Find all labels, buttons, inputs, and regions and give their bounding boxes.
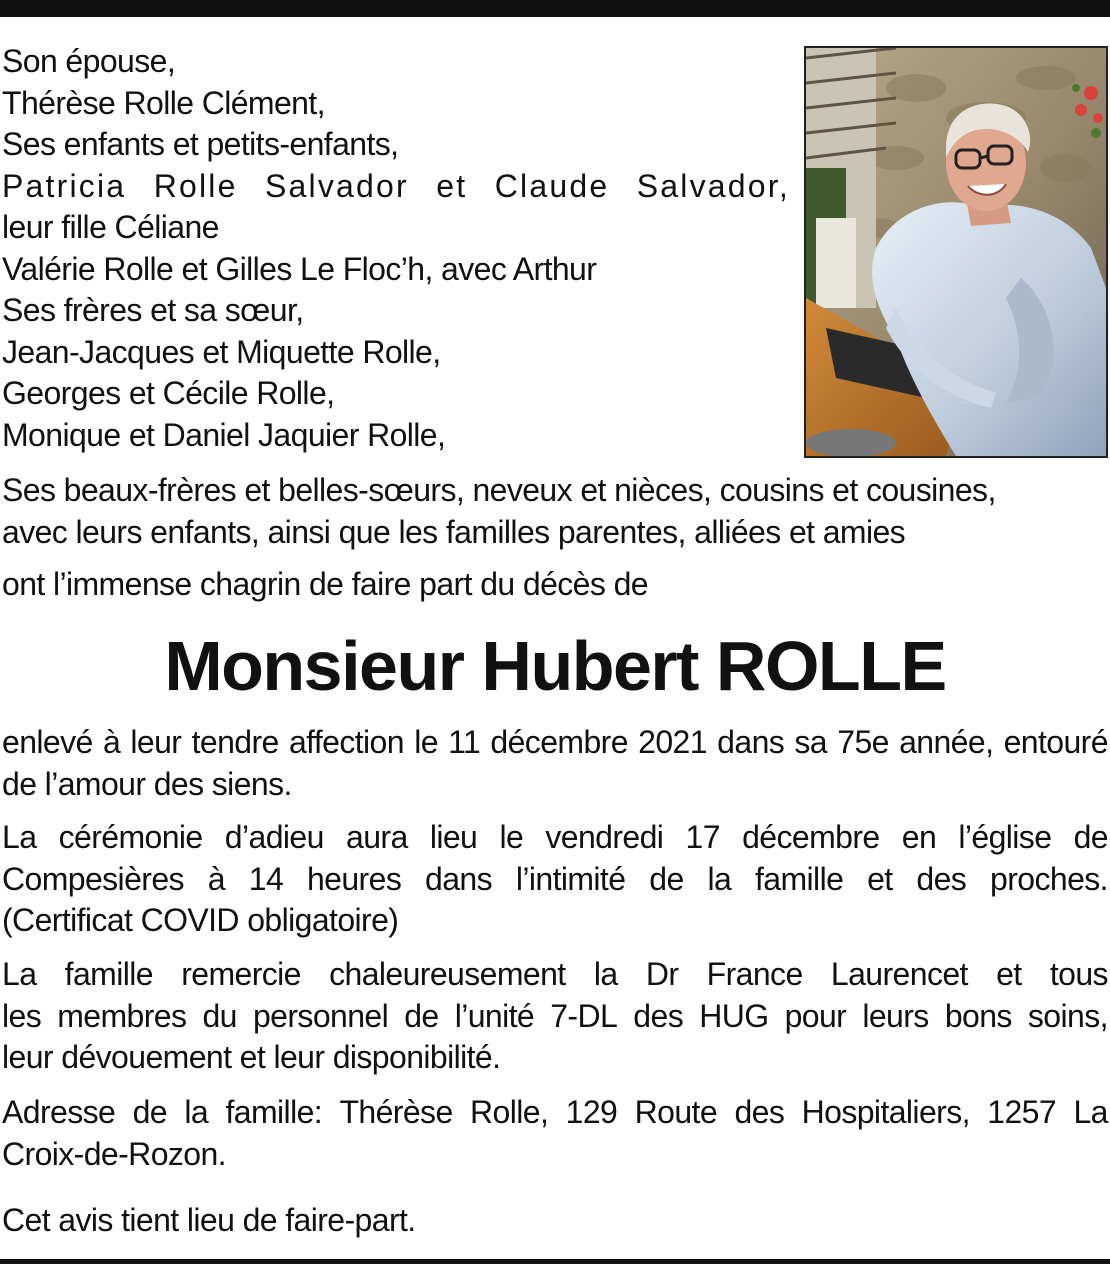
word: Dr: [645, 956, 679, 992]
word: personnel: [252, 997, 389, 1034]
thanks-line: [2, 954, 1108, 996]
word: pour: [784, 997, 847, 1034]
passing-paragraph: [2, 722, 1108, 805]
word: des: [633, 997, 684, 1034]
word: et: [436, 167, 468, 204]
word: 17: [685, 819, 720, 855]
word: La: [2, 956, 37, 992]
word: dans: [717, 724, 785, 760]
family-line: Thérèse Rolle Clément,: [2, 84, 325, 121]
word: vendredi: [545, 819, 664, 855]
top-rule: [0, 0, 1110, 17]
word: affection: [288, 724, 404, 760]
word: famille: [755, 860, 844, 897]
word: 7-DL: [550, 997, 618, 1034]
family-line: Ses frères et sa sœur,: [2, 292, 304, 328]
word: membres: [57, 997, 187, 1034]
word: la: [707, 860, 732, 897]
word: Route: [634, 1094, 718, 1130]
family-list: [2, 41, 792, 456]
word: tous: [1049, 956, 1108, 992]
family-line: Jean-Jacques et Miquette Rolle,: [2, 333, 441, 370]
word: en: [901, 819, 937, 855]
announcement: ont l’immense chagrin de faire part du décès de: [2, 566, 648, 602]
word: bons: [944, 997, 1012, 1034]
word: et: [996, 956, 1022, 992]
word: dans: [425, 860, 493, 897]
word: le: [499, 819, 524, 855]
word: La: [2, 819, 37, 855]
word: Salvador,: [636, 167, 790, 204]
word: décembre: [742, 819, 880, 855]
word: famille: [64, 956, 153, 992]
word: la: [593, 956, 618, 992]
address-paragraph: [2, 1092, 1108, 1175]
word: 2021: [638, 724, 707, 760]
word: HUG: [699, 997, 769, 1034]
word: à: [102, 724, 121, 760]
relatives-line: Ses beaux-frères et belles-sœurs, neveux et nièces, cousins et cousines,: [2, 472, 996, 508]
word: Laurencet: [830, 956, 968, 992]
word: le: [414, 724, 438, 760]
family-line: Son épouse,: [2, 43, 176, 79]
word: 75e: [837, 724, 889, 760]
word: Hospitaliers,: [801, 1094, 970, 1130]
word: Patricia: [2, 167, 127, 204]
word: de: [1073, 819, 1108, 855]
word: de: [132, 1094, 167, 1130]
word: des: [916, 860, 967, 897]
word: Compesières: [2, 860, 184, 897]
word: les: [2, 997, 42, 1034]
ceremony-line: [2, 817, 1108, 859]
closing-note: Cet avis tient lieu de faire-part.: [2, 1202, 416, 1238]
word: proches.: [990, 860, 1108, 897]
word: année,: [899, 724, 994, 760]
word: 14: [248, 860, 284, 897]
word: et: [867, 860, 893, 897]
relatives-paragraph: [2, 470, 1108, 553]
word: 129: [565, 1094, 618, 1130]
word: France: [706, 956, 803, 992]
word: leurs: [862, 997, 929, 1034]
word: Claude: [494, 167, 610, 204]
relatives-line: avec leurs enfants, ainsi que les familles parentes, alliées et amies: [2, 513, 906, 550]
word: Rolle,: [470, 1094, 549, 1130]
family-line: Valérie Rolle et Gilles Le Floc’h, avec Arthur: [2, 250, 597, 287]
thanks-line: leur dévouement et leur disponibilité.: [2, 1039, 501, 1075]
word: famille:: [225, 1094, 323, 1130]
word: Adresse: [2, 1094, 116, 1130]
word: Rolle: [153, 167, 238, 204]
family-line-justified: [2, 166, 790, 208]
word: d’adieu: [224, 819, 324, 855]
word: Thérèse: [339, 1094, 453, 1130]
word: l’unité: [454, 997, 535, 1034]
word: entouré: [1003, 724, 1108, 760]
family-line: Ses enfants et petits-enfants,: [2, 126, 399, 162]
word: 1257: [987, 1094, 1057, 1130]
word: l’intimité: [515, 860, 626, 897]
thanks-paragraph: [2, 954, 1108, 1079]
word: 11: [448, 724, 481, 760]
word: remercie: [181, 956, 301, 992]
word: de: [649, 860, 684, 897]
word: tendre: [191, 724, 279, 760]
word: des: [734, 1094, 785, 1130]
word: de: [404, 997, 439, 1034]
word: La: [1073, 1094, 1108, 1130]
word: enlevé: [2, 724, 93, 760]
passing-line: [2, 722, 1108, 764]
word: chaleureusement: [329, 956, 566, 992]
word: à: [207, 860, 225, 897]
word: leur: [130, 724, 182, 760]
family-line: leur fille Céliane: [2, 209, 219, 245]
ceremony-paragraph: [2, 817, 1108, 942]
family-line: Monique et Daniel Jaquier Rolle,: [2, 416, 446, 453]
word: aura: [346, 819, 408, 855]
word: l’église: [958, 819, 1052, 855]
portrait-photo: [804, 46, 1108, 458]
word: cérémonie: [58, 819, 203, 855]
passing-line: de l’amour des siens.: [2, 765, 292, 802]
deceased-name: Monsieur Hubert ROLLE: [164, 627, 946, 705]
word: décembre: [490, 724, 628, 760]
address-line: Croix-de-Rozon.: [2, 1135, 226, 1172]
word: sa: [794, 724, 828, 760]
thanks-line: [2, 996, 1108, 1038]
bottom-rule: [0, 1259, 1110, 1264]
word: Salvador: [264, 167, 409, 204]
word: la: [184, 1094, 209, 1130]
word: soins,: [1027, 997, 1108, 1034]
family-line: Georges et Cécile Rolle,: [2, 375, 335, 411]
ceremony-line: [2, 859, 1108, 901]
word: heures: [306, 860, 402, 897]
word: du: [202, 997, 237, 1034]
address-line: [2, 1092, 1108, 1134]
ceremony-line: (Certificat COVID obligatoire): [2, 902, 399, 938]
word: lieu: [429, 819, 478, 855]
